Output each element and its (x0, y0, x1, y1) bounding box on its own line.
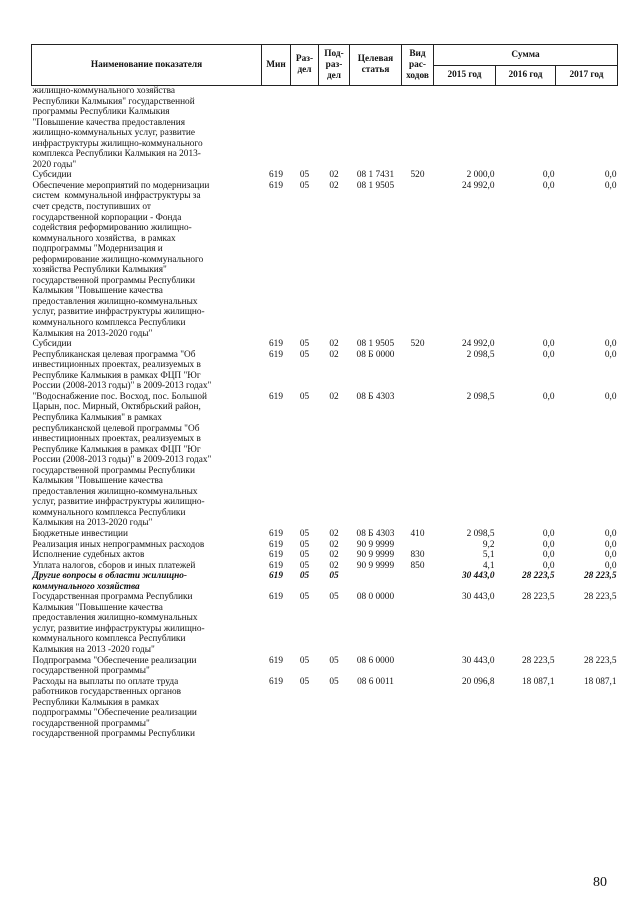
row-sum-2017: 0,0 (604, 349, 617, 360)
row-sum-2017: 0,0 (604, 528, 617, 539)
row-sum-2017: 0,0 (604, 339, 617, 350)
row-min: 619 (269, 539, 283, 550)
row-sum-2015: 5,1 (482, 550, 495, 561)
table-row (32, 571, 618, 592)
row-target: 08 6 0000 (356, 655, 395, 666)
row-podrazdel: 02 (329, 339, 339, 350)
row-name: Государственная программа Республики Калмыкия "Повышение качества предоставления жилищно-коммунальных услуг, развитие инфраструктуры жилищно- коммунального комплекса Республики Калмыкия на 2013 -2020 годы" (32, 592, 205, 655)
row-name: Субсидии (32, 339, 72, 350)
row-razdel: 05 (299, 550, 310, 561)
row-min: 619 (269, 560, 283, 571)
table-row (32, 561, 618, 572)
row-sum-2015 (434, 86, 496, 171)
row-target (350, 86, 402, 171)
row-vid (402, 86, 434, 171)
header-podrazdel: Под- раз- дел (319, 45, 350, 86)
row-sum-2016: 28 223,5 (521, 592, 555, 603)
row-min: 619 (269, 676, 283, 687)
row-razdel: 05 (299, 592, 310, 603)
row-razdel: 05 (299, 571, 310, 582)
table-row (32, 656, 618, 677)
row-podrazdel: 02 (329, 560, 339, 571)
row-sum-2017: 28 223,5 (583, 592, 617, 603)
header-target: Целевая статья (350, 45, 402, 86)
row-name: Республиканская целевая программа "Об инвестиционных проектах, реализуемых в Республике Калмыкия в рамках ФЦП "Юг России (2008-2013 годы)" в 2009-2013 годах" (32, 349, 212, 392)
row-podrazdel: 02 (329, 349, 339, 360)
row-sum-2015: 2 098,5 (466, 391, 495, 402)
row-target (350, 571, 402, 592)
row-podrazdel: 05 (329, 676, 339, 687)
table-row (32, 392, 618, 529)
row-target: 90 9 9999 (356, 539, 395, 550)
row-vid (402, 392, 434, 529)
budget-table (31, 44, 618, 740)
row-podrazdel: 02 (329, 180, 339, 191)
row-target: 08 Б 0000 (356, 349, 395, 360)
row-vid: 410 (410, 528, 425, 539)
row-target: 08 0 0000 (356, 592, 395, 603)
header-min: Мин (262, 45, 291, 86)
row-target: 08 1 9505 (356, 339, 395, 350)
row-sum-2015: 20 096,8 (461, 676, 495, 687)
row-name: Реализация иных непрограммных расходов (32, 539, 205, 550)
header-razdel: Раз- дел (291, 45, 319, 86)
table-row (32, 529, 618, 540)
row-sum-2017 (556, 86, 618, 171)
row-sum-2015: 30 443,0 (461, 655, 495, 666)
row-min (262, 86, 291, 171)
row-sum-2017: 0,0 (604, 170, 617, 181)
row-name: Другие вопросы в области жилищно- коммунального хозяйства (32, 571, 188, 592)
row-razdel: 05 (299, 655, 310, 666)
table-row (32, 339, 618, 350)
row-sum-2016 (496, 86, 556, 171)
row-sum-2016: 0,0 (542, 391, 555, 402)
row-min: 619 (269, 170, 283, 181)
row-sum-2015: 9,2 (482, 539, 495, 550)
table-row (32, 550, 618, 561)
row-name: Обеспечение мероприятий по модернизации систем коммунальной инфраструктуры за счет средств, поступивших от государственной корпорации - Фонда содействия реформированию жилищно- коммунального хозяйства, в рамках подпрограммы "Модернизация и реформирование жилищно-коммунального хозяйства Республики Калмыкия" государственной программы Республики Калмыкия "Повышение качества предоставления жилищно-коммунальных услуг, развитие инфраструктуры жилищно- коммунального комплекса Республики Калмыкия на 2013-2020 годы" (32, 180, 210, 339)
row-podrazdel: 02 (329, 528, 339, 539)
row-sum-2015: 4,1 (482, 560, 495, 571)
row-razdel (291, 86, 319, 171)
row-razdel: 05 (299, 676, 310, 687)
header-vid: Вид рас- ходов (402, 45, 434, 86)
row-sum-2017: 18 087,1 (583, 676, 617, 687)
row-sum-2016: 0,0 (542, 170, 555, 181)
row-sum-2016: 0,0 (542, 560, 555, 571)
row-razdel: 05 (299, 528, 310, 539)
row-sum-2015: 24 992,0 (461, 339, 495, 350)
table-body (32, 86, 618, 740)
row-podrazdel: 02 (329, 539, 339, 550)
header-year-2016: 2016 год (496, 66, 556, 86)
row-vid: 850 (410, 560, 425, 571)
row-name: Подпрограмма "Обеспечение реализации государственной программы" (32, 655, 197, 677)
row-name: Расходы на выплаты по оплате труда работников государственных органов Республики Калмыкия в рамках подпрограммы "Обеспечение реализации государственной программы" государственной программы Республики (32, 676, 197, 740)
row-razdel: 05 (299, 560, 310, 571)
row-razdel: 05 (299, 339, 310, 350)
page-number: 80 (593, 875, 607, 890)
row-sum-2017: 28 223,5 (583, 655, 617, 666)
row-min: 619 (269, 655, 283, 666)
row-razdel: 05 (299, 170, 310, 181)
row-sum-2016: 0,0 (542, 550, 555, 561)
row-podrazdel: 02 (329, 550, 339, 561)
row-sum-2015: 2 098,5 (466, 349, 495, 360)
row-name: Субсидии (32, 170, 72, 181)
row-target: 90 9 9999 (356, 550, 395, 561)
row-razdel: 05 (299, 391, 310, 402)
row-podrazdel (319, 86, 350, 171)
row-vid: 520 (410, 339, 425, 350)
row-vid: 830 (410, 550, 425, 561)
row-sum-2016: 0,0 (542, 180, 555, 191)
row-min: 619 (269, 571, 283, 582)
row-vid (402, 350, 434, 392)
table-row (32, 181, 618, 339)
row-name: Уплата налогов, сборов и иных платежей (32, 560, 196, 571)
row-target: 08 Б 4303 (356, 391, 395, 402)
row-sum-2017: 0,0 (604, 391, 617, 402)
row-sum-2017: 0,0 (604, 550, 617, 561)
row-vid: 520 (410, 170, 425, 181)
row-min: 619 (269, 391, 283, 402)
row-podrazdel: 02 (329, 391, 339, 402)
row-target: 08 1 9505 (356, 180, 395, 191)
table-row (32, 540, 618, 551)
row-podrazdel: 05 (329, 655, 339, 666)
row-vid (402, 571, 434, 592)
row-min: 619 (269, 349, 283, 360)
table-row (32, 350, 618, 392)
table-row (32, 592, 618, 655)
row-sum-2015: 2 098,5 (466, 528, 495, 539)
row-sum-2016: 28 223,5 (521, 571, 555, 582)
header-year-2015: 2015 год (434, 66, 496, 86)
header-year-2017: 2017 год (556, 66, 618, 86)
row-podrazdel: 05 (329, 592, 339, 603)
row-sum-2017: 28 223,5 (583, 571, 617, 582)
header-name: Наименование показателя (32, 45, 262, 86)
row-target: 90 9 9999 (356, 560, 395, 571)
row-sum-2017: 0,0 (604, 539, 617, 550)
row-target: 08 1 7431 (356, 170, 395, 181)
row-vid (402, 677, 434, 740)
row-sum-2015: 24 992,0 (461, 180, 495, 191)
header-sum: Сумма (434, 45, 618, 66)
row-razdel: 05 (299, 180, 310, 191)
row-min: 619 (269, 550, 283, 561)
row-name: "Водоснабжение пос. Восход, пос. Большой Царын, пос. Мирный, Октябрьский район, Республика Калмыкия" в рамках республиканской целевой программы "Об инвестиционных проектах, реализуемых в Республике Калмыкия в рамках ФЦП "Юг России (2008-2013 годы)" в 2009-2013 годах" государственной программы Республики Калмыкия "Повышение качества предоставления жилищно-коммунальных услуг, развитие инфраструктуры жилищно- коммунального комплекса Республики Калмыкия на 2013-2020 годы" (32, 391, 212, 529)
row-podrazdel: 02 (329, 170, 339, 181)
row-sum-2016: 0,0 (542, 339, 555, 350)
row-name: Бюджетные инвестиции (32, 528, 128, 539)
row-vid (402, 656, 434, 677)
row-sum-2015: 30 443,0 (461, 571, 495, 582)
table-row (32, 86, 618, 171)
row-podrazdel: 05 (329, 571, 339, 582)
row-target: 08 6 0011 (357, 676, 394, 687)
row-min: 619 (269, 592, 283, 603)
row-name: Исполнение судебных актов (32, 550, 145, 561)
row-vid (402, 540, 434, 551)
row-min: 619 (269, 339, 283, 350)
table-row (32, 677, 618, 740)
row-sum-2015: 30 443,0 (461, 592, 495, 603)
row-min: 619 (269, 528, 283, 539)
row-vid (402, 592, 434, 655)
row-razdel: 05 (299, 539, 310, 550)
row-sum-2016: 18 087,1 (521, 676, 555, 687)
row-sum-2017: 0,0 (604, 560, 617, 571)
row-sum-2016: 0,0 (542, 528, 555, 539)
row-razdel: 05 (299, 349, 310, 360)
table-row (32, 170, 618, 181)
row-vid (402, 181, 434, 339)
row-min: 619 (269, 180, 283, 191)
row-target: 08 Б 4303 (356, 528, 395, 539)
row-sum-2015: 2 000,0 (466, 170, 495, 181)
row-sum-2016: 0,0 (542, 539, 555, 550)
row-name: жилищно-коммунального хозяйства Республики Калмыкия" государственной программы Республики Калмыкия "Повышение качества предоставления жилищно-коммунальных услуг, развитие инфраструктуры жилищно-коммунального комплекса Республики Калмыкия на 2013- 2020 годы" (32, 86, 203, 170)
row-sum-2016: 0,0 (542, 349, 555, 360)
row-sum-2017: 0,0 (604, 180, 617, 191)
row-sum-2016: 28 223,5 (521, 655, 555, 666)
